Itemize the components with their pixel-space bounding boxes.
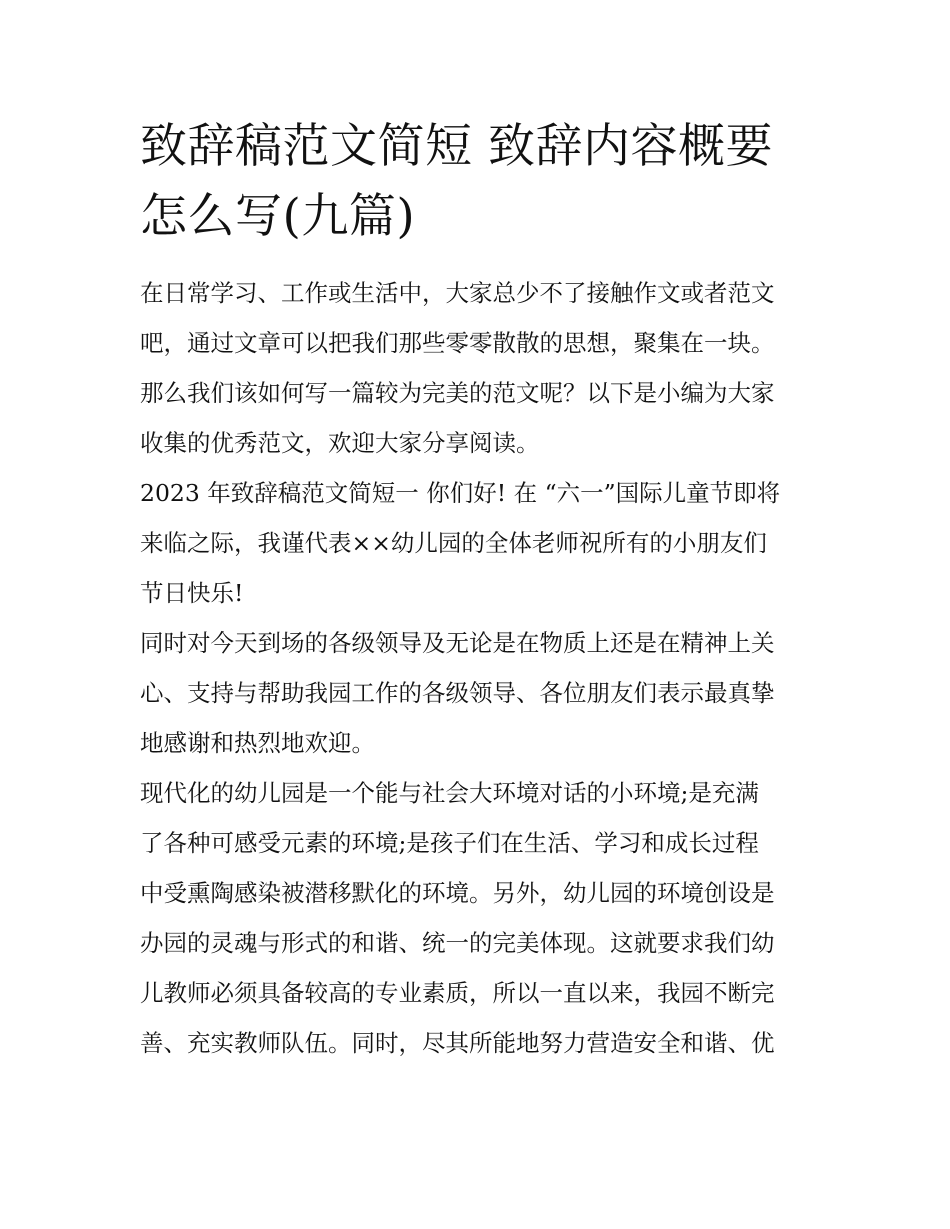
document-title	[140, 112, 815, 252]
paragraph-line: 吧，通过文章可以把我们那些零零散散的思想，聚集在一块。	[140, 329, 775, 357]
paragraph-greeting	[140, 468, 815, 618]
paragraph-line: 心、支持与帮助我园工作的各级领导、各位朋友们表示最真挚	[140, 679, 775, 707]
paragraph-line: 地感谢和热烈地欢迎。	[140, 729, 375, 757]
document-body	[140, 268, 815, 1068]
paragraph-line: 那么我们该如何写一篇较为完美的范文呢？以下是小编为大家	[140, 379, 775, 407]
title-line: 致辞稿范文简短 致辞内容概要	[140, 119, 773, 174]
paragraph-line: 来临之际，我谨代表××幼儿园的全体老师祝所有的小朋友们	[140, 529, 767, 557]
paragraph-line: 中受熏陶感染被潜移默化的环境。另外，幼儿园的环境创设是	[140, 879, 775, 907]
paragraph-line: 了各种可感受元素的环境;是孩子们在生活、学习和成长过程	[140, 829, 759, 857]
paragraph-line: 儿教师必须具备较高的专业素质，所以一直以来，我园不断完	[140, 979, 775, 1007]
paragraph-line: 同时对今天到场的各级领导及无论是在物质上还是在精神上关	[140, 629, 775, 657]
paragraph-environment	[140, 768, 815, 1068]
paragraph-line: 现代化的幼儿园是一个能与社会大环境对话的小环境;是充满	[140, 779, 759, 807]
paragraph-line: 在日常学习、工作或生活中，大家总少不了接触作文或者范文	[140, 279, 775, 307]
paragraph-line: 节日快乐!	[140, 579, 244, 607]
paragraph-thanks	[140, 618, 815, 768]
document-content	[140, 112, 815, 1068]
paragraph-line: 善、充实教师队伍。同时，尽其所能地努力营造安全和谐、优	[140, 1029, 775, 1057]
title-line: 怎么写(九篇)	[140, 189, 416, 244]
paragraph-line: 2023 年致辞稿范文简短一 你们好! 在 “六一”国际儿童节即将	[140, 479, 781, 507]
paragraph-intro	[140, 268, 815, 468]
paragraph-line: 办园的灵魂与形式的和谐、统一的完美体现。这就要求我们幼	[140, 929, 775, 957]
paragraph-line: 收集的优秀范文，欢迎大家分享阅读。	[140, 429, 540, 457]
